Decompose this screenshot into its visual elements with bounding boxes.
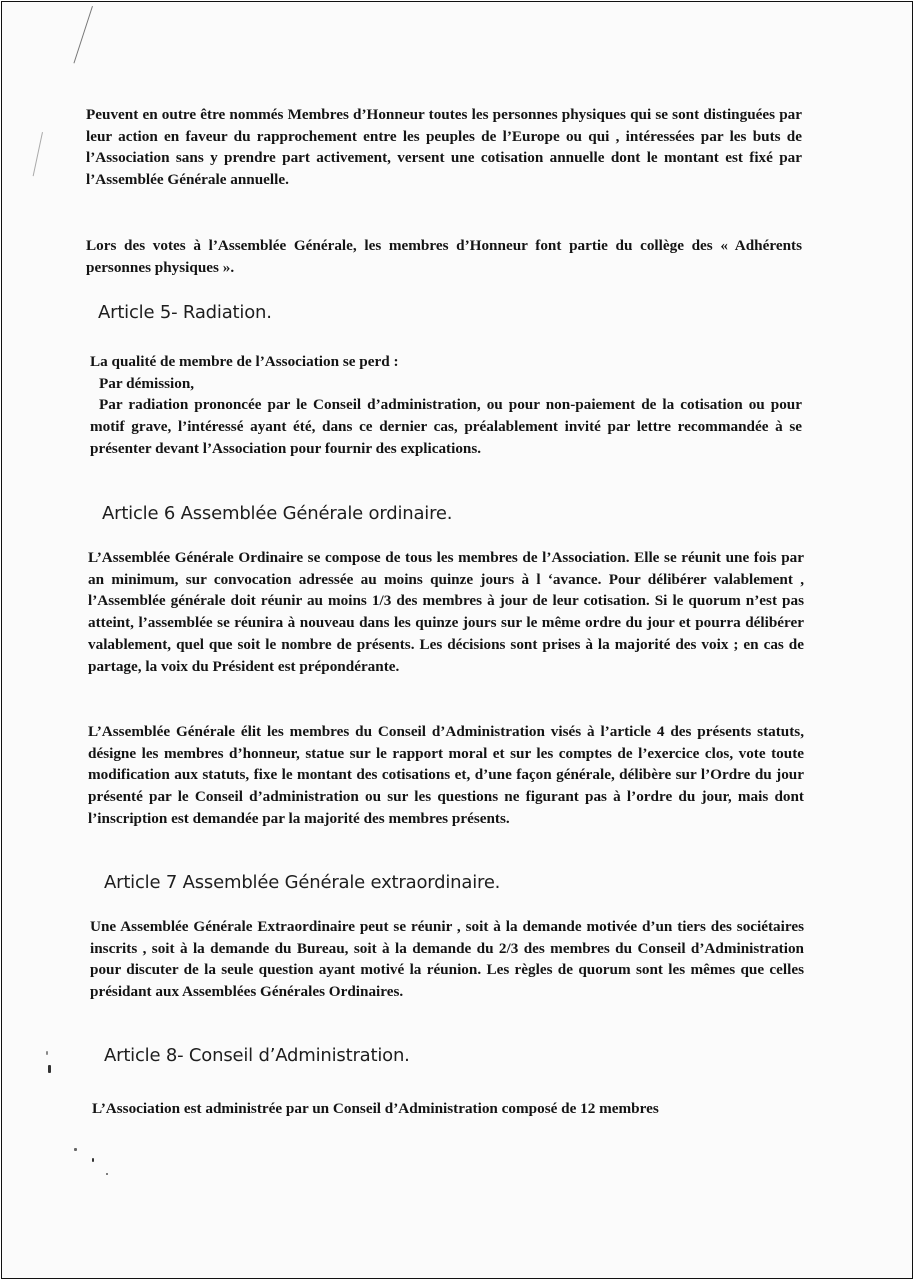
paragraph-votes: Lors des votes à l’Assemblée Générale, les membres d’Honneur font partie du collège des « Adhérents personnes physiques ». — [86, 237, 802, 276]
article-6-paragraph-1: L’Assemblée Générale Ordinaire se compose de tous les membres de l’Association. Elle se réunit une fois par an minimum, sur convocation adressée au moins quinze jours à l ‘avance. Pour délibérer valablement , l’Assemblée générale doit réunir au moins 1/3 des membres à jour de leur cotisation. Si le quorum n’est pas atteint, l’assemblée se réunira à nouveau dans les quinze jours sur le même ordre du jour et pourra délibérer valablement, quel que soit le nombre de présents. Les décisions sont prises à la majorité des voix ; en cas de partage, la voix du Président est prépondérante. — [88, 549, 804, 675]
article-6-paragraph-2: L’Assemblée Générale élit les membres du Conseil d’Administration visés à l’article 4 des présents statuts, désigne les membres d’honneur, statue sur le rapport moral et sur les comptes de l’exercice clos, vote toute modification aux statuts, fixe le montant des cotisations et, d’une façon générale, délibère sur l’Ordre du jour présenté par le Conseil d’administration ou sur les questions ne figurant pas à l’ordre du jour, mais dont l’inscription est demandée par la majorité des membres présents. — [88, 723, 804, 827]
scan-scratch-mark — [73, 6, 92, 63]
margin-punch-mark — [48, 1065, 51, 1073]
article-7-heading: Article 7 Assemblée Générale extraordinaire. — [104, 872, 501, 893]
margin-speck-mark — [92, 1158, 94, 1162]
margin-punch-mark — [46, 1051, 48, 1055]
paragraph-membres-honneur: Peuvent en outre être nommés Membres d’Honneur toutes les personnes physiques qui se sont distinguées par leur action en faveur du rapprochement entre les peuples de l’Europe ou qui , intéressées par les buts de l’Association sans y prendre part activement, versent une cotisation annuelle dont le montant est fixé par l’Assemblée Générale annuelle. — [86, 106, 802, 189]
margin-speck-mark — [74, 1148, 77, 1151]
article-8-heading: Article 8- Conseil d’Administration. — [104, 1045, 410, 1066]
margin-speck-mark — [106, 1173, 108, 1175]
article-5-body — [90, 351, 802, 460]
article-5-item-radiation: Par radiation prononcée par le Conseil d’administration, ou pour non-paiement de la cotisation ou pour motif grave, l’intéressé ayant été, dans ce dernier cas, préalablement invité par lettre recommandée à se présenter devant l’Association pour fournir des explications. — [90, 396, 802, 457]
document-page — [1, 1, 913, 1279]
scan-scratch-mark — [33, 132, 43, 176]
article-5-intro: La qualité de membre de l’Association se perd : — [90, 353, 399, 370]
article-5-item-demission: Par démission, — [99, 374, 195, 392]
article-6-heading: Article 6 Assemblée Générale ordinaire. — [102, 503, 453, 524]
article-7-paragraph-1: Une Assemblée Générale Extraordinaire peut se réunir , soit à la demande motivée d’un tiers des sociétaires inscrits , soit à la demande du Bureau, soit à la demande du 2/3 des membres du Conseil d’Administration pour discuter de la seule question ayant motivé la réunion. Les règles de quorum sont les mêmes que celles présidant aux Assemblées Générales Ordinaires. — [90, 918, 804, 1001]
article-8-paragraph-1: L’Association est administrée par un Conseil d’Administration composé de 12 membres — [92, 1100, 659, 1117]
article-5-heading: Article 5- Radiation. — [98, 302, 272, 323]
